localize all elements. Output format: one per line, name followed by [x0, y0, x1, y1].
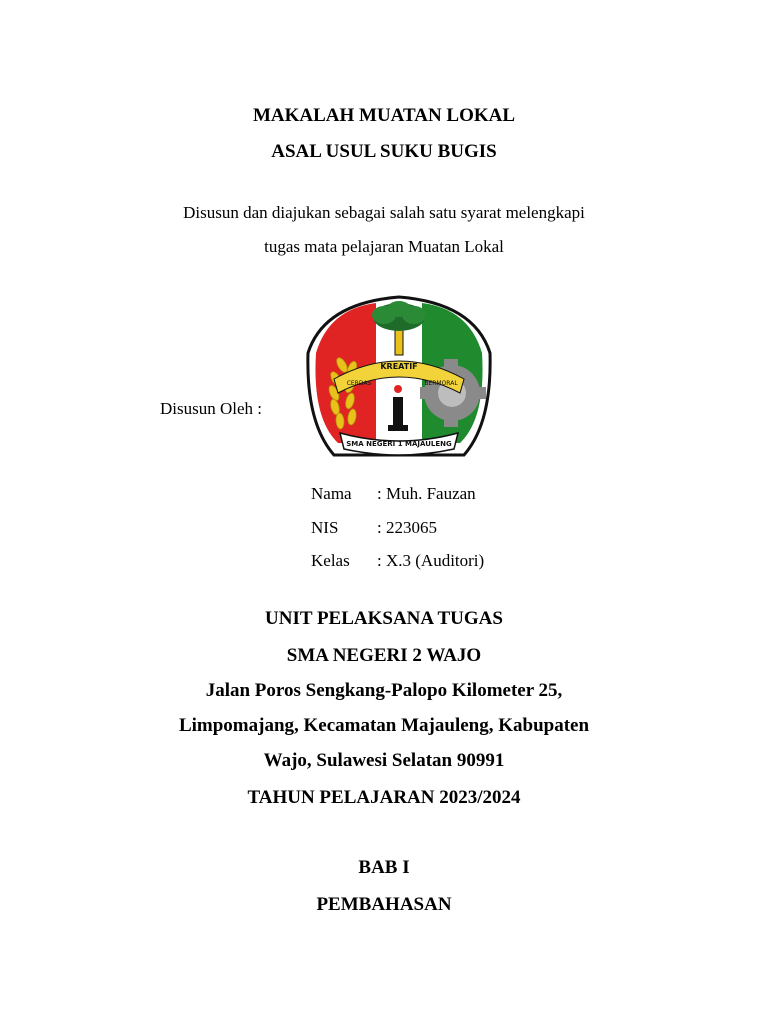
- compiled-by-label: Disusun Oleh :: [160, 399, 262, 418]
- institution-address-line-1: Jalan Poros Sengkang-Palopo Kilometer 25,: [205, 680, 563, 701]
- chapter-title: PEMBAHASAN: [316, 894, 452, 915]
- student-name-label: Nama: [311, 484, 352, 503]
- institution-address-line-2: Limpomajang, Kecamatan Majauleng, Kabupaten: [178, 715, 590, 736]
- student-name-row: [311, 484, 476, 504]
- emblem-banner-text: SMA NEGERI 1 MAJAULENG: [346, 440, 452, 448]
- academic-year: TAHUN PELAJARAN 2023/2024: [247, 787, 521, 808]
- student-nis-value: : 223065: [377, 518, 437, 537]
- student-name-value: : Muh. Fauzan: [377, 484, 476, 503]
- institution-line-2: SMA NEGERI 2 WAJO: [286, 645, 482, 666]
- emblem-band-right-text: BERMORAL: [424, 380, 458, 387]
- document-subtitle: ASAL USUL SUKU BUGIS: [271, 141, 497, 162]
- student-class-label: Kelas: [311, 551, 350, 570]
- school-emblem-logo: [304, 293, 494, 458]
- student-class-row: [311, 551, 484, 571]
- institution-address-line-3: Wajo, Sulawesi Selatan 90991: [263, 750, 505, 771]
- student-nis-row: [311, 518, 437, 538]
- student-class-value: : X.3 (Auditori): [377, 551, 485, 570]
- emblem-band-top-text: KREATIF: [380, 362, 418, 371]
- purpose-text-line-1: Disusun dan diajukan sebagai salah satu syarat melengkapi: [183, 203, 585, 222]
- purpose-text-line-2: tugas mata pelajaran Muatan Lokal: [264, 237, 504, 256]
- document-title: MAKALAH MUATAN LOKAL: [252, 105, 516, 126]
- student-nis-label: NIS: [311, 518, 339, 537]
- emblem-band-left-text: CERDAS: [346, 380, 372, 387]
- chapter-number: BAB I: [358, 857, 410, 878]
- institution-line-1: UNIT PELAKSANA TUGAS: [265, 608, 503, 629]
